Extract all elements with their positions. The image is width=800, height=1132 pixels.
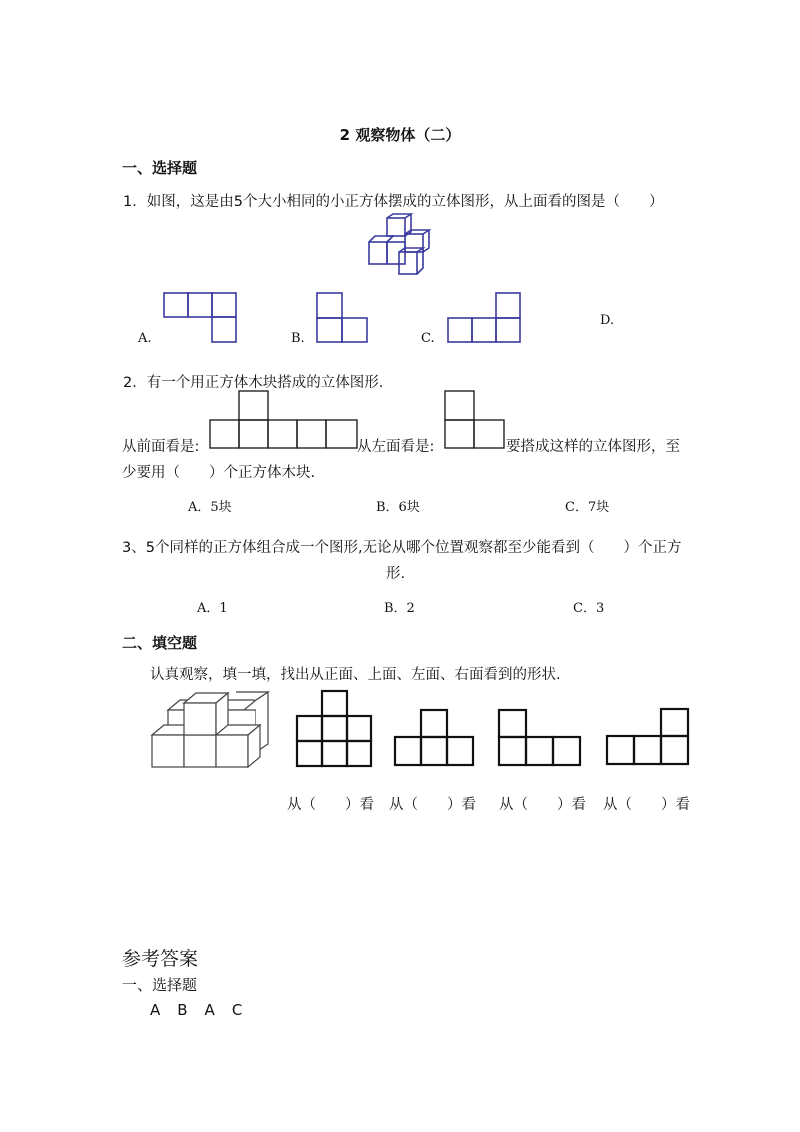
q2-option-a[interactable]: A．5块 bbox=[188, 500, 232, 515]
q3-text-line2: 形. bbox=[386, 566, 406, 582]
s2-blank-1[interactable]: 从（ ）看 bbox=[287, 797, 374, 813]
s2-view-1-figure bbox=[294, 689, 374, 769]
q1-option-c-label[interactable]: C. bbox=[421, 331, 435, 346]
q3-option-c[interactable]: C．3 bbox=[573, 601, 605, 616]
q1-option-b-label[interactable]: B. bbox=[291, 331, 305, 346]
section-heading-choice: 一、选择题 bbox=[122, 159, 198, 177]
question-3-text: 3、5个同样的正方体组合成一个图形,无论从哪个位置观察都至少能看到（ ）个正方 bbox=[122, 540, 682, 556]
s2-blank-4[interactable]: 从（ ）看 bbox=[603, 797, 690, 813]
section2-instruction: 认真观察，填一填，找出从正面、上面、左面、右面看到的形状. bbox=[150, 667, 561, 683]
q2-text-line2: 少要用（ ）个正方体木块. bbox=[122, 465, 316, 481]
q2-text-tail: 要搭成这样的立体图形，至 bbox=[506, 439, 680, 455]
q3-option-a[interactable]: A．1 bbox=[197, 601, 228, 616]
q2-front-label: 从前面看是: bbox=[122, 439, 200, 455]
page-title: 2 观察物体（二） bbox=[339, 126, 461, 144]
q1-option-a-label[interactable]: A. bbox=[138, 331, 152, 346]
q1-option-d-label[interactable]: D. bbox=[600, 313, 615, 328]
s2-view-3-figure bbox=[497, 708, 585, 768]
q2-option-b[interactable]: B．6块 bbox=[376, 500, 420, 515]
q1-option-a-figure bbox=[163, 292, 239, 344]
s2-view-2-figure bbox=[393, 708, 477, 768]
s2-blank-3[interactable]: 从（ ）看 bbox=[499, 797, 586, 813]
answers-section-heading: 一、选择题 bbox=[122, 976, 198, 994]
q2-front-view-figure bbox=[208, 390, 360, 450]
answers-heading: 参考答案 bbox=[122, 948, 199, 970]
q2-left-view-figure bbox=[443, 390, 507, 450]
section-heading-fill: 二、填空题 bbox=[122, 634, 198, 652]
q1-solid-figure bbox=[365, 214, 437, 276]
s2-view-4-figure bbox=[603, 707, 691, 767]
q2-left-label: 从左面看是: bbox=[357, 439, 435, 455]
question-2-text: 2．有一个用正方体木块搭成的立体图形. bbox=[123, 375, 384, 391]
answers-values: A B A C bbox=[150, 1001, 244, 1019]
s2-solid-figure bbox=[150, 690, 270, 770]
q3-option-b[interactable]: B．2 bbox=[384, 601, 415, 616]
q1-option-b-figure bbox=[316, 292, 370, 344]
s2-blank-2[interactable]: 从（ ）看 bbox=[389, 797, 476, 813]
question-1-text: 1．如图，这是由5个大小相同的小正方体摆成的立体图形，从上面看的图是（ ） bbox=[123, 194, 664, 210]
q2-option-c[interactable]: C．7块 bbox=[565, 500, 610, 515]
q1-option-c-figure bbox=[445, 292, 523, 344]
